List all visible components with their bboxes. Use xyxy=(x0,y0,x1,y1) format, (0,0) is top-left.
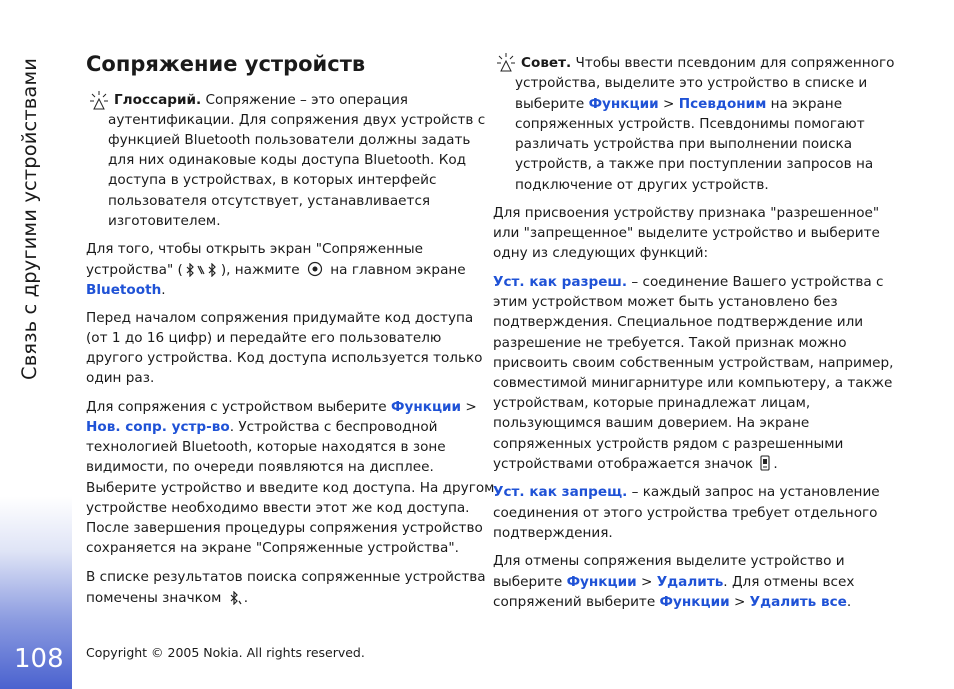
tip-sun-icon xyxy=(88,90,110,112)
paragraph-line: Уст. как запрещ. – каждый запрос на установление xyxy=(493,484,880,500)
bluetooth-link[interactable]: Bluetooth xyxy=(86,282,162,298)
page-title: Сопряжение устройств xyxy=(86,52,366,76)
paragraph-line: После завершения процедуры сопряжения устройство xyxy=(86,520,483,536)
tip-line: устройств, а также при поступлении запросов на xyxy=(515,156,874,172)
paragraph-line: этим устройством может быть установлено без xyxy=(493,294,838,310)
paragraph-line: устройства" ( ), нажмите на главном экране xyxy=(86,262,466,278)
paragraph-line: сопряженных устройств рядом с разрешенными xyxy=(493,436,844,452)
section-title: Связь с другими устройствами xyxy=(18,57,41,380)
alias-link[interactable]: Псевдоним xyxy=(678,96,767,112)
authorized-device-icon xyxy=(759,455,771,471)
paragraph-line: пользующимся вашим доверием. На экране xyxy=(493,415,810,431)
sidebar xyxy=(0,0,72,689)
paragraph-line: помечены значком . xyxy=(86,590,249,606)
set-unauthorized-link[interactable]: Уст. как запрещ. xyxy=(493,484,628,500)
paragraph-line: совместимой минигарнитуре или компьютеру, а также xyxy=(493,375,893,391)
paragraph-line: Нов. сопр. устр-во. Устройства с беспроводной xyxy=(86,419,438,435)
paragraph-line: Для присвоения устройству признака "разрешенное" xyxy=(493,205,880,221)
paragraph-line: подтверждения. Специальное подтверждение или xyxy=(493,314,864,330)
paragraph-line: одну из следующих функций: xyxy=(493,245,709,261)
paragraph-line: В списке результатов поиска сопряженные устройства xyxy=(86,569,486,585)
tip-line-1: Совет. Чтобы ввести псевдоним для сопряженного xyxy=(521,55,895,71)
page-number: 108 xyxy=(14,644,64,674)
paragraph-line: устройствам, которые принадлежат лицам, xyxy=(493,395,811,411)
glossary-line: изготовителем. xyxy=(108,213,221,229)
tip-line: различать устройства при выполнении поиска xyxy=(515,136,853,152)
paragraph-line: (от 1 до 16 цифр) и передайте его пользователю xyxy=(86,330,442,346)
copyright-footer: Copyright © 2005 Nokia. All rights reserved. xyxy=(86,645,365,660)
paragraph-line: Для отмены сопряжения выделите устройство и xyxy=(493,553,845,569)
paragraph-line: соединения от этого устройства требует отдельного xyxy=(493,505,878,521)
functions-menu-link[interactable]: Функции xyxy=(588,96,659,112)
paragraph-line: один раз. xyxy=(86,370,155,386)
tip-line: устройства, выделите это устройство в списке и xyxy=(515,75,868,91)
glossary-line: аутентификации. Для сопряжения двух устройств с xyxy=(108,112,486,128)
set-authorized-link[interactable]: Уст. как разреш. xyxy=(493,274,628,290)
paragraph-line: устройстве необходимо ввести этот же код доступа. xyxy=(86,500,470,516)
paragraph-line: видимости, по очереди появляются на дисплее. xyxy=(86,459,434,475)
joystick-icon xyxy=(306,261,324,277)
paragraph-line: другого устройства. Код доступа используется только xyxy=(86,350,483,366)
glossary-line: пользователя отсутствует, устанавливается xyxy=(108,193,431,209)
functions-menu-link[interactable]: Функции xyxy=(566,574,637,590)
paired-device-icon xyxy=(228,591,242,605)
paragraph-line: Bluetooth. xyxy=(86,282,166,298)
paragraph-line: сохраняется на экране "Сопряженные устройства". xyxy=(86,540,459,556)
paragraph-line: устройствами отображается значок . xyxy=(493,456,778,472)
delete-all-link[interactable]: Удалить все xyxy=(749,594,847,610)
functions-menu-link[interactable]: Функции xyxy=(391,399,462,415)
paragraph-line: сопряжений выберите Функции > Удалить все. xyxy=(493,594,852,610)
paragraph-line: разрешение не требуется. Такой признак можно xyxy=(493,335,847,351)
bluetooth-pair-icon xyxy=(185,263,219,277)
tip-sun-icon xyxy=(495,52,517,74)
tip-line: выберите Функции > Псевдоним на экране xyxy=(515,96,843,112)
paragraph-line: присвоить своим собственным устройствам, например, xyxy=(493,355,894,371)
paragraph-line: подтверждения. xyxy=(493,525,613,541)
delete-link[interactable]: Удалить xyxy=(656,574,724,590)
tip-line: подключение от других устройств. xyxy=(515,177,769,193)
paragraph-line: Для того, чтобы открыть экран "Сопряженные xyxy=(86,241,423,257)
new-pair-device-link[interactable]: Нов. сопр. устр-во xyxy=(86,419,230,435)
glossary-line-1: Глоссарий. Сопряжение – это операция xyxy=(114,92,408,108)
paragraph-line: Уст. как разреш. – соединение Вашего устройства с xyxy=(493,274,884,290)
functions-menu-link[interactable]: Функции xyxy=(659,594,730,610)
glossary-line: доступа в устройствах, в которых интерфейс xyxy=(108,172,437,188)
paragraph-line: Для сопряжения с устройством выберите Функции > xyxy=(86,399,477,415)
paragraph-line: Выберите устройство и введите код доступа. На другом xyxy=(86,480,495,496)
paragraph-line: выберите Функции > Удалить. Для отмены всех xyxy=(493,574,855,590)
glossary-line: функцией Bluetooth пользователи должны задать xyxy=(108,132,471,148)
paragraph-line: или "запрещенное" выделите устройство и выберите xyxy=(493,225,880,241)
paragraph-line: Перед началом сопряжения придумайте код доступа xyxy=(86,310,474,326)
paragraph-line: технологией Bluetooth, которые находятся в зоне xyxy=(86,439,446,455)
tip-line: сопряженных устройств. Псевдонимы помогают xyxy=(515,116,865,132)
glossary-line: для них одинаковые коды доступа Bluetooth. Код xyxy=(108,152,467,168)
